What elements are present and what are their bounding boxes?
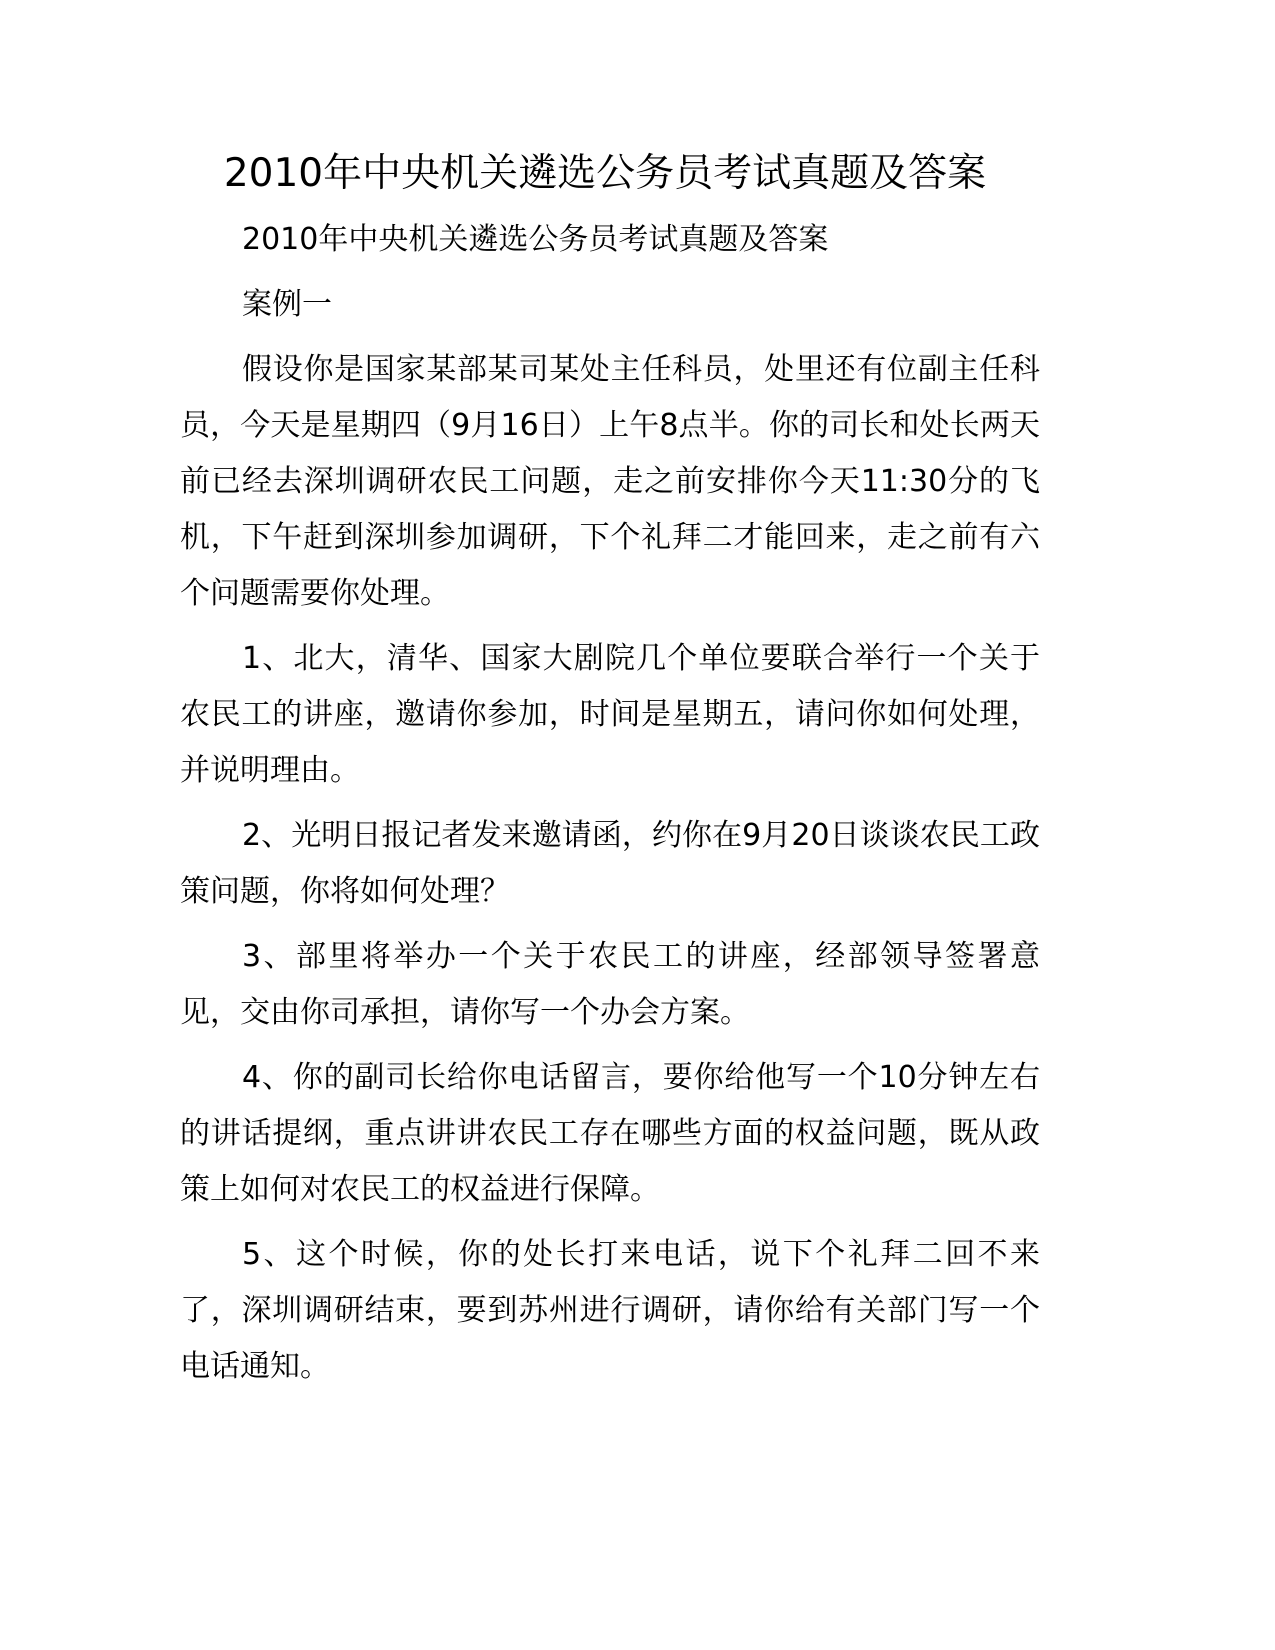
question-5: 5、这个时候，你的处长打来电话，说下个礼拜二回不来了，深圳调研结束，要到苏州进行调研，请你给有关部门写一个电话通知。 xyxy=(180,1237,1040,1384)
question-2: 2、光明日报记者发来邀请函，约你在9月20日谈谈农民工政策问题，你将如何处理？ xyxy=(180,818,1040,909)
case-label: 案例一 xyxy=(242,287,332,322)
document-body xyxy=(180,212,1040,1404)
question-3: 3、部里将举办一个关于农民工的讲座，经部领导签署意见，交由你司承担，请你写一个办会方案。 xyxy=(180,939,1040,1030)
intro-paragraph: 假设你是国家某部某司某处主任科员，处里还有位副主任科员，今天是星期四（9月16日）上午8点半。你的司长和处长两天前已经去深圳调研农民工问题，走之前安排你今天11:30分的飞机，下午赶到深圳参加调研，下个礼拜二才能回来，走之前有六个问题需要你处理。 xyxy=(180,352,1040,611)
question-4: 4、你的副司长给你电话留言，要你给他写一个10分钟左右的讲话提纲，重点讲讲农民工存在哪些方面的权益问题，既从政策上如何对农民工的权益进行保障。 xyxy=(180,1060,1040,1207)
question-1: 1、北大，清华、国家大剧院几个单位要联合举行一个关于农民工的讲座，邀请你参加，时间是星期五，请问你如何处理，并说明理由。 xyxy=(180,641,1040,788)
document-title: 2010年中央机关遴选公务员考试真题及答案 xyxy=(223,151,987,196)
subtitle: 2010年中央机关遴选公务员考试真题及答案 xyxy=(242,222,829,257)
